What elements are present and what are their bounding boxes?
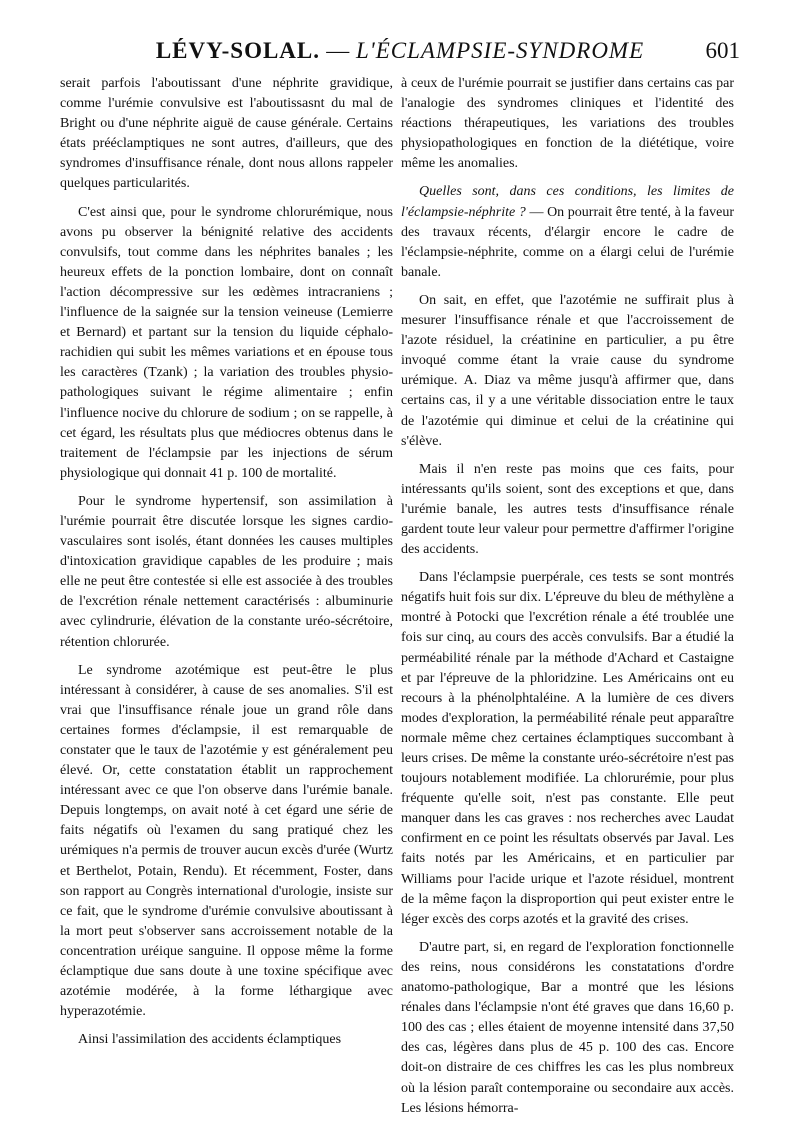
paragraph: C'est ainsi que, pour le syndrome chlorurémique, nous avons pu observer la bénignité relative des accidents convulsifs, tout comme dans les néphrites banales ; les heureux effets de la ponction lombaire, dont on connaît l'action décompressive sur les œdèmes intracraniens ; l'influence de la saignée sur la tension veineuse (Lemierre et Bernard) et partant sur la tension du liquide céphalo-rachidien qui subit les mêmes variations et en épouse tous les caractères (Tzank) ; la variation des troubles physio-pathologiques suivant le régime alimentaire ; enfin l'influence nocive du chlorure de sodium ; on se rappelle, à cet égard, les résultats plus que médiocres obtenus dans le traitement de l'éclampsie par les injections de sérum physiologique qui donnait 41 p. 100 de mortalité.: [60, 204, 393, 481]
paragraph: D'autre part, si, en regard de l'exploration fonctionnelle des reins, nous considérons les constatations d'ordre anatomo-pathologique, Bar a montré que les lésions rénales dans l'éclampsie n'ont été graves que dans 16,60 p. 100 des cas ; elles étaient de moyenne intensité dans 37,50 des cas, légères dans plus de 45 p. 100 des cas. Encore doit-on distraire de ces chiffres les cas les plus nombreux où la lésion paraît contemporaine ou secondaire aux accès. Les lésions hémorra-: [401, 939, 734, 1116]
header-title: [60, 38, 740, 64]
paragraph: Dans l'éclampsie puerpérale, ces tests se sont montrés négatifs huit fois sur dix. L'épreuve du bleu de méthylène a montré à Potocki que l'excrétion rénale a été troublée une fois sur cinq, au cours des accès convulsifs. Bar a étudié la perméabilité rénale par la méthode d'Achard et Castaigne et par l'épreuve de la phloridzine. Les Américains ont eu recours à la phénolphtaléine. A la lumière de ces divers modes d'exploration, la perméabilité rénale peut apparaître normale même chez certaines éclamptiques succombant à leurs crises. De même la constante uréo-sécrétoire n'est pas toujours notablement modifiée. La chlorurémie, pour plus fréquente qu'elle soit, n'est pas constante. Elle peut manquer dans les cas graves : nos recherches avec Laudat confirment en ce point les résultats observés par Javal. Les faits notés par les Américains, et en particulier par Williams pour l'acide urique et l'azote résiduel, montrent de la même façon la disproportion qui peut exister entre le léger excès des corps azotés et la gravité des crises.: [401, 570, 734, 927]
paragraph: serait parfois l'aboutissant d'une néphrite gravidique, comme l'urémie convulsive est l'aboutissasnt du mal de Bright ou d'une néphrite aiguë de cause générale. Certains états prééclamptiques ne sont autres, d'ailleurs, que des syndromes d'insuffisance rénale, dont nous allons rappeler quelques particularités.: [60, 76, 393, 192]
paragraph-question: [401, 182, 734, 282]
right-column: [401, 74, 734, 1127]
paragraph: Mais il n'en reste pas moins que ces faits, pour intéressants qu'ils soient, sont des exceptions et que, dans l'urémie banale, les autres tests d'insuffisance rénale gardent toute leur valeur pour permettre d'affirmer l'origine des accidents.: [401, 461, 734, 558]
paragraph: Le syndrome azotémique est peut-être le plus intéressant à considérer, à cause de ses anomalies. S'il est vrai que l'insuffisance rénale joue un grand rôle dans certaines formes d'éclampsie, il est remarquable de constater que le taux de l'azotémie y est généralement peu élevé. Or, cette constatation établit un rapprochement intéressant avec ce que l'on observe dans l'urémie banale. Depuis longtemps, on avait noté à cet égard une série de faits négatifs où l'examen du sang pratiqué chez les urémiques n'a permis de trouver aucun excès d'urée (Wurtz et Berthelot, Potain, Rendu). Et récemment, Foster, dans son rapport au Congrès international d'urologie, insiste sur ce fait, que le syndrome d'urémie convulsive aboutissant à la mort peut s'observer sans accroissement notable de la concentration uréique sanguine. Il oppose même la forme éclamptique due sans doute à une toxine spécifique avec azotémie modérée, à la forme léthargique avec hyperazotémie.: [60, 662, 393, 1020]
paragraph-text: — On pourrait être tenté, à la faveur des travaux récents, d'élargir encore le cadre de l'éclampsie-néphrite, comme on a élargi celui de l'urémie banale.: [401, 204, 734, 280]
paragraph: Pour le syndrome hypertensif, son assimilation à l'urémie pourrait être discutée lorsque les signes cardio-vasculaires sont isolés, étant données les causes multiples d'intoxication gravidique capables de les produire ; mais elle ne peut être contestée si elle est associée à des troubles de l'excrétion rénale nettement caractérisés : albuminurie avec cylindrurie, élévation de la constante uréo-sécrétoire, rétention chlorurée.: [60, 493, 393, 650]
italic-question: Quelles sont, dans ces conditions, les limites de l'éclampsie-néphrite ?: [401, 184, 734, 220]
header-running-title: L'ÉCLAMPSIE-SYNDROME: [356, 38, 645, 63]
running-header: [60, 38, 740, 68]
header-author: LÉVY-SOLAL.: [155, 38, 321, 63]
header-dash: —: [320, 38, 357, 63]
paragraph: On sait, en effet, que l'azotémie ne suffirait plus à mesurer l'insuffisance rénale et que l'accroissement de l'azote résiduel, la créatinine en particulier, a pu être invoqué comme étant la vraie cause du syndrome urémique. A. Diaz va même jusqu'à affirmer que, dans certains cas, il y a une véritable dissociation entre le taux de l'azotémie qui diminue et celui de la créatinine qui s'élève.: [401, 292, 734, 449]
left-column: [60, 74, 393, 1058]
paragraph: Ainsi l'assimilation des accidents éclamptiques: [78, 1032, 342, 1048]
paragraph: à ceux de l'urémie pourrait se justifier dans certains cas par l'analogie des syndromes cliniques et l'identité des réactions thérapeutiques, les variations des troubles physiopathologiques en fonction de la diététique, voire même les anomalies.: [401, 76, 734, 172]
page-number: 601: [705, 38, 740, 63]
